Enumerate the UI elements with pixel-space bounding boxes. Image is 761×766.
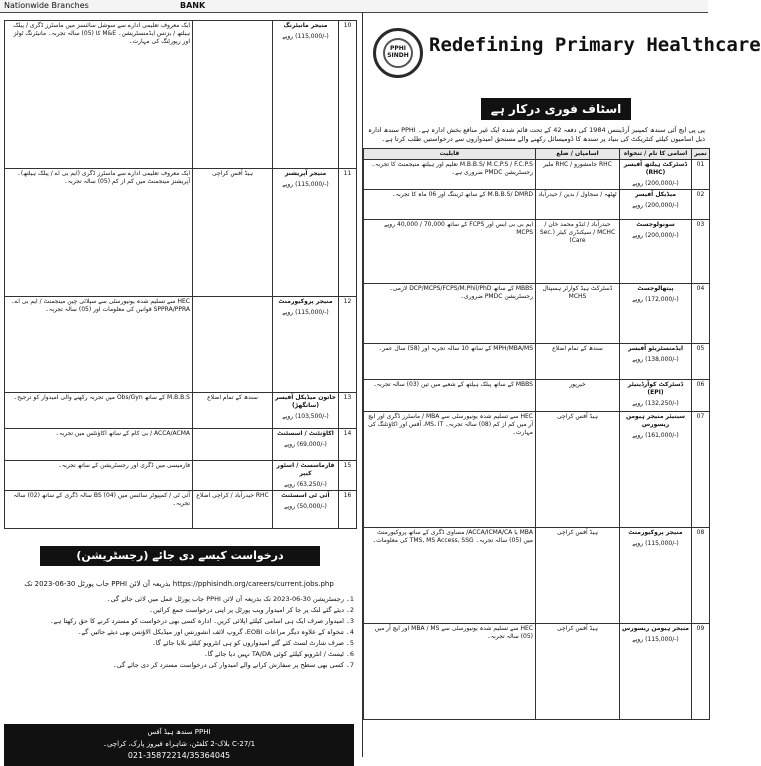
job-qualification: MBA یا ACCA/ICMA/CA/ مساوی ڈگری کے ساتھ پروکیورمنٹ میں (05) سالہ تجربہ۔ TMS, MS Access, SSG کی معلومات۔ — [364, 528, 536, 624]
job-salary: (-/115,000) روپے — [632, 636, 679, 643]
job-row — [364, 190, 710, 220]
jobs-table-left — [4, 20, 357, 529]
job-place: RHC جامشورو / RHC ملیر — [536, 160, 620, 190]
job-salary: (-/200,000) روپے — [632, 232, 679, 239]
job-salary: (-/103,500) روپے — [282, 413, 329, 420]
job-row — [5, 169, 357, 297]
job-post-title: خاتون میڈیکل آفیسر (سانگھڑ) — [275, 394, 336, 409]
job-post-salary — [620, 380, 692, 412]
job-salary: (-/63,250) روپے — [284, 481, 327, 488]
apply-step: 4۔ تنخواہ کے علاوہ دیگر مراعات EOBI، گروپ لائف انشورنس اور میڈیکل الاؤنس بھی دیئے جائیں گے۔ — [77, 628, 354, 636]
pphi-logo-text-1: PPHI — [389, 45, 407, 52]
job-number: 02 — [692, 190, 710, 220]
job-salary: (-/50,000) روپے — [284, 503, 327, 510]
jobs-table-header — [364, 149, 710, 160]
job-post-title: منیجر پروکیورمنٹ — [628, 529, 683, 536]
apply-url[interactable]: https://pphisindh.org/careers/current.jobs.php بذریعہ آن لائن PPHI جاب پورٹل 30-06-2023 تک — [24, 580, 334, 588]
job-qualification: ایک معروف تعلیمی ادارے سے سوشل سائنسز میں ماسٹرز ڈگری / پبلک ہیلتھ / بزنس ایڈمنسٹریشن۔ M&E کا (05) سالہ تجربہ۔ مانیٹرنگ ٹولز اور رپورٹنگ کی مہارت۔ — [5, 21, 193, 169]
apply-steps — [4, 594, 354, 671]
job-post-salary — [273, 393, 339, 429]
job-post-title: میڈیکل آفیسر — [634, 191, 677, 198]
job-post-title: منیجر پروکیورمنٹ — [278, 298, 333, 305]
header-post: اسامی کا نام / تنخواہ — [620, 149, 692, 160]
job-number: 04 — [692, 284, 710, 344]
job-qualification: M.B.B.S/ DMRD کے ساتھ ٹریننگ اور 06 ماہ کا تجربہ۔ — [364, 190, 536, 220]
job-row — [364, 528, 710, 624]
job-salary: (-/138,000) روپے — [632, 356, 679, 363]
header-qualification: قابلیت — [364, 149, 536, 160]
job-post-title: ڈسٹرکٹ ہیلتھ آفیسر (RHC) — [623, 161, 688, 176]
intro-paragraph: پی پی ایچ آئی سندھ کمپنیز آرڈیننس 1984 کی دفعہ 42 کے تحت قائم شدہ ایک غیر منافع بخش ادارہ ہے۔ PPHI سندھ ادارہ ذیل اسامیوں کیلئے کنٹریکٹ کی بنیاد پر سندھ کا ڈومیسائل رکھنے والے مستحق امیدواروں سے درخواستیں طلب کرتا ہے۔ — [368, 126, 705, 143]
job-qualification: HEC سے تسلیم شدہ یونیورسٹی سے MBA / ماسٹرز ڈگری اور ایچ آر میں کم از کم (08) سالہ تجربہ۔ MS، IT، آفس اور اکاؤنٹنگ کی مہارت۔ — [364, 412, 536, 528]
job-post-salary — [620, 284, 692, 344]
apply-step: 7۔ کسی بھی سطح پر سفارش کرانے والے امیدوار کی درخواست مسترد کر دی جائے گی۔ — [112, 661, 354, 669]
job-place: ٹھٹھہ / سجاول / بدین / حیدرآباد — [536, 190, 620, 220]
job-row — [5, 393, 357, 429]
job-post-title: پیتھالوجسٹ — [637, 285, 674, 292]
job-salary: (-/115,000) روپے — [632, 540, 679, 547]
job-post-salary — [620, 220, 692, 284]
job-post-salary — [620, 412, 692, 528]
job-qualification: MBBS کے ساتھ DCP/MCPS/FCPS/M.Phil/PhD لازمی۔ رجسٹریشن PMDC ضروری۔ — [364, 284, 536, 344]
job-number: 08 — [692, 528, 710, 624]
footer-address: C-27/1 بلاک-2 کلفٹن، شاہراہ فیروز پارک، کراچی۔ — [102, 740, 256, 748]
job-salary: (-/115,000) روپے — [282, 181, 329, 188]
top-strip-left-text: Nationwide Branches — [4, 1, 89, 10]
job-post-salary — [620, 190, 692, 220]
job-place: سندھ کے تمام اضلاع — [193, 393, 273, 429]
job-place: خیرپور — [536, 380, 620, 412]
job-salary: (-/132,250) روپے — [632, 400, 679, 407]
job-number: 13 — [339, 393, 357, 429]
job-post-salary — [273, 297, 339, 393]
job-place: ہیڈ آفس کراچی — [193, 169, 273, 297]
job-qualification: MPH/MBA/MS کے ساتھ 10 سالہ تجربہ اور (58) سال عمر۔ — [364, 344, 536, 380]
job-post-title: ڈسٹرکٹ کوآرڈینیٹر (EPI) — [627, 381, 684, 396]
job-salary: (-/200,000) روپے — [632, 180, 679, 187]
job-place: ہیڈ آفس کراچی — [536, 528, 620, 624]
job-post-title: سونولوجسٹ — [636, 221, 675, 228]
job-qualification: MBBS کے ساتھ پبلک ہیلتھ کے شعبے میں تین (03) سالہ تجربہ۔ — [364, 380, 536, 412]
job-salary: (-/161,000) روپے — [632, 432, 679, 439]
job-place — [193, 429, 273, 461]
footer-address-block — [4, 724, 354, 766]
apply-step: 1۔ رجسٹریشن 30-06-2023 تک بذریعہ آن لائن PPHI جاب پورٹل عمل میں لائی جائے گی۔ — [106, 595, 354, 603]
job-post-salary — [273, 429, 339, 461]
job-row — [364, 380, 710, 412]
job-place: ہیڈ آفس کراچی — [536, 412, 620, 528]
apply-step: 5۔ صرف شارٹ لسٹ کئے گئے امیدواروں کو ہی انٹرویو کیلئے بلایا جائے گا۔ — [152, 639, 354, 647]
job-row — [364, 412, 710, 528]
pphi-advertisement — [362, 12, 761, 757]
job-row — [364, 624, 710, 720]
job-number: 16 — [339, 491, 357, 529]
pphi-advertisement-continued — [0, 12, 358, 760]
header-place: اسامیاں / ضلع — [536, 149, 620, 160]
job-row — [5, 297, 357, 393]
job-number: 09 — [692, 624, 710, 720]
job-row — [364, 220, 710, 284]
job-qualification: M.B.B.S کے ساتھ Obs/Gyn میں تجربہ رکھنے والی امیدوار کو ترجیح۔ — [5, 393, 193, 429]
top-strip-bank-text: BANK — [180, 1, 206, 10]
job-qualification: HEC سے تسلیم شدہ یونیورسٹی سے سپلائی چین مینجمنٹ / ایم بی اے۔ SPPRA/PPRA قوانین کی معلومات اور (05) سالہ تجربہ۔ — [5, 297, 193, 393]
job-salary: (-/200,000) روپے — [632, 202, 679, 209]
job-row — [364, 284, 710, 344]
job-salary: (-/115,000) روپے — [282, 309, 329, 316]
apply-step: 6۔ ٹیسٹ / انٹرویو کیلئے کوئی TA/DA نہیں دیا جائے گا۔ — [203, 650, 354, 658]
job-place — [193, 461, 273, 491]
job-number: 06 — [692, 380, 710, 412]
job-post-title: فارماسسٹ / اسٹور کیپر — [276, 462, 335, 477]
job-post-salary — [273, 491, 339, 529]
job-number: 03 — [692, 220, 710, 284]
apply-step: 2۔ دیئے گئے لنک پر جا کر امیدوار ویب پورٹل پر اپنی درخواست جمع کرائیں۔ — [149, 606, 354, 614]
job-row — [5, 429, 357, 461]
header-no: نمبر — [692, 149, 710, 160]
job-post-salary — [620, 624, 692, 720]
job-number: 12 — [339, 297, 357, 393]
job-post-title: منیجر آپریشنز — [284, 170, 327, 177]
job-salary: (-/115,000) روپے — [282, 33, 329, 40]
job-row — [364, 344, 710, 380]
job-number: 11 — [339, 169, 357, 297]
job-post-salary — [620, 528, 692, 624]
job-post-salary — [620, 344, 692, 380]
job-row — [5, 461, 357, 491]
pphi-logo — [373, 28, 423, 78]
job-place: حیدرآباد / ٹنڈو محمد خان / MCHC / سیکنڈری کیئر (Sec. Care) — [536, 220, 620, 284]
footer-org: PPHI سندھ ہیڈ آفس — [147, 728, 211, 736]
pphi-logo-text-2: SINDH — [387, 52, 409, 59]
job-post-title: آئی ٹی اسسٹنٹ — [281, 492, 330, 499]
job-salary: (-/172,000) روپے — [632, 296, 679, 303]
job-post-title: اکاؤنٹنٹ / اسسٹنٹ — [277, 430, 334, 437]
job-post-salary — [273, 21, 339, 169]
job-post-salary — [620, 160, 692, 190]
job-row — [364, 160, 710, 190]
job-qualification: فارمیسی میں ڈگری اور رجسٹریشن کے ساتھ تجربہ۔ — [5, 461, 193, 491]
job-place: ڈسٹرکٹ ہیڈ کوارٹر ہسپتال MCHS — [536, 284, 620, 344]
job-qualification: HEC سے تسلیم شدہ یونیورسٹی سے MBA / MS اور ایچ آر میں (05) سالہ تجربہ۔ — [364, 624, 536, 720]
apply-step: 3۔ امیدوار صرف ایک ہی اسامی کیلئے اپلائی کریں۔ ادارہ کسی بھی درخواست کو مسترد کرنے کا حق رکھتا ہے۔ — [49, 617, 354, 625]
job-post-title: سینیئر منیجر ہیومن ریسورس — [625, 413, 686, 428]
job-number: 07 — [692, 412, 710, 528]
staff-required-banner: اسٹاف فوری درکار ہے — [481, 98, 631, 120]
job-number: 15 — [339, 461, 357, 491]
job-place: ہیڈ آفس کراچی — [536, 624, 620, 720]
job-post-salary — [273, 461, 339, 491]
job-post-title: منیجر ہیومن ریسورس — [622, 625, 689, 632]
job-place — [193, 297, 273, 393]
job-number: 14 — [339, 429, 357, 461]
footer-phone: 021-35872214/35364045 — [127, 751, 231, 760]
brand-tagline: Redefining Primary Healthcare — [429, 34, 761, 56]
job-number: 01 — [692, 160, 710, 190]
job-number: 05 — [692, 344, 710, 380]
job-salary: (-/69,000) روپے — [284, 441, 327, 448]
job-post-title: منیجر مانیٹرنگ — [283, 22, 328, 29]
job-place — [193, 21, 273, 169]
job-qualification: M.B.B.S/ M.C.P.S / F.C.P.S تعلیم اور ہیلتھ منیجمنٹ کا تجربہ۔ رجسٹریشن PMDC ضروری ہے۔ — [364, 160, 536, 190]
job-place: RHC حیدرآباد / کراچی اضلاع — [193, 491, 273, 529]
job-row — [5, 21, 357, 169]
job-qualification: ACCA/ACMA / بی کام کے ساتھ اکاؤنٹس میں تجربہ۔ — [5, 429, 193, 461]
job-qualification: ایک معروف تعلیمی ادارے سے ماسٹرز ڈگری (ایم بی اے / پبلک ہیلتھ)۔ آپریشنز مینجمنٹ میں کم از کم (05) سالہ تجربہ۔ — [5, 169, 193, 297]
job-qualification: آئی ٹی / کمپیوٹر سائنس میں BS (04) سالہ ڈگری کے ساتھ (02) سالہ تجربہ۔ — [5, 491, 193, 529]
job-qualification: ایم بی بی ایس اور FCPS کے ساتھ 70,000 / 40,000 روپے MCPS — [364, 220, 536, 284]
job-row — [5, 491, 357, 529]
job-post-title: ایڈمنسٹریٹو آفیسر — [627, 345, 684, 352]
job-number: 10 — [339, 21, 357, 169]
how-to-apply-title: درخواست کیسے دی جائے (رجسٹریشن) — [40, 546, 320, 566]
job-post-salary — [273, 169, 339, 297]
job-place: سندھ کے تمام اضلاع — [536, 344, 620, 380]
jobs-table-right — [363, 148, 710, 720]
